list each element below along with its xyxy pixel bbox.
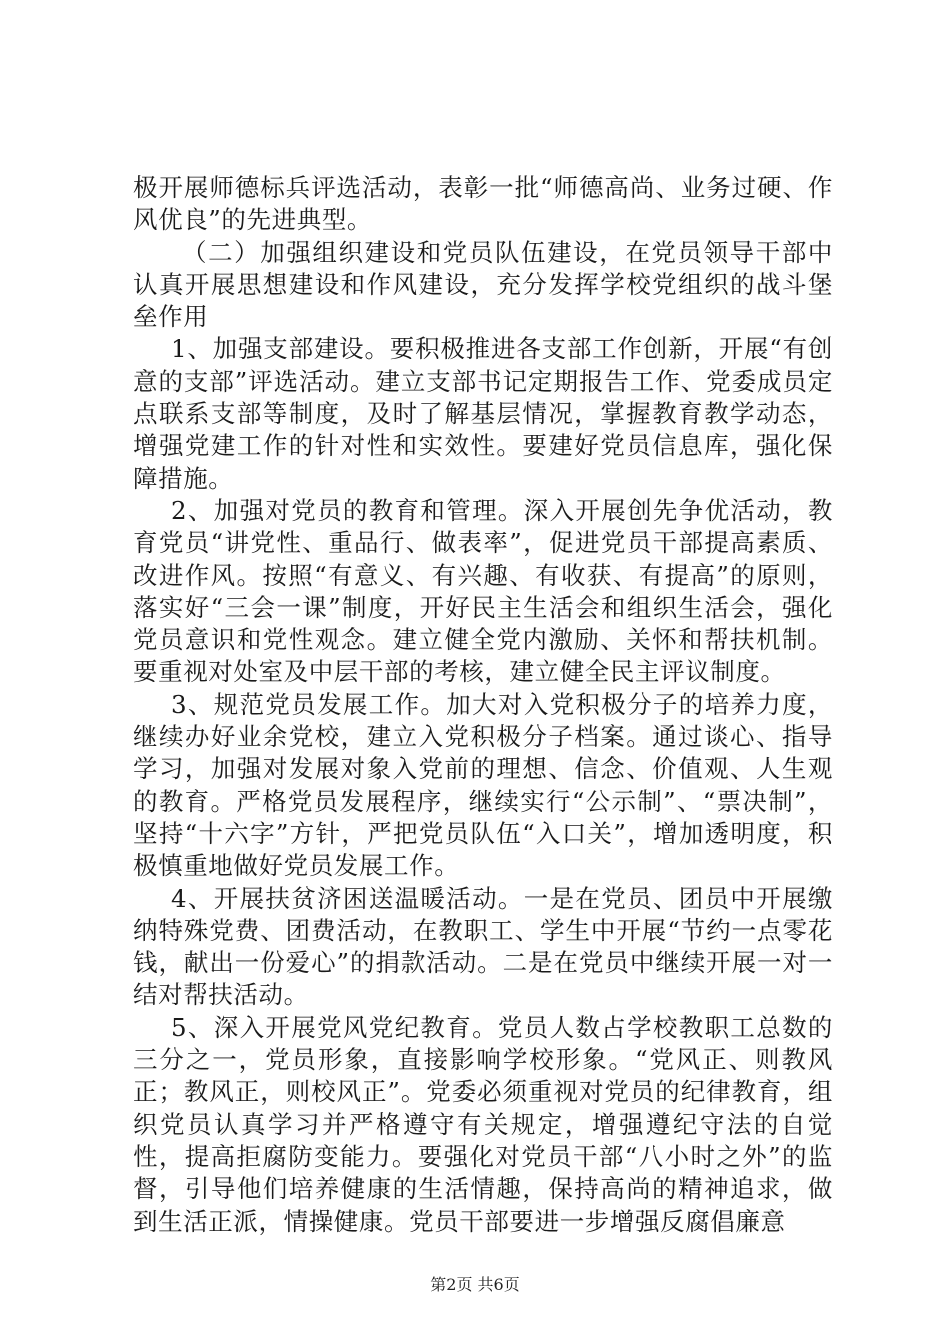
- paragraph-item-4: 4、开展扶贫济困送温暖活动。一是在党员、团员中开展缴纳特殊党费、团费活动，在教职工、学生中开展“节约一点零花钱，献出一份爱心”的捐款活动。二是在党员中继续开展一对一结对帮扶活动。: [133, 883, 833, 1010]
- page-number-footer: 第2页 共6页: [430, 1275, 520, 1294]
- paragraph-item-3: 3、规范党员发展工作。加大对入党积极分子的培养力度，继续办好业余党校，建立入党积极分子档案。通过谈心、指导学习，加强对发展对象入党前的理想、信念、价值观、人生观的教育。严格党员发展程序，继续实行“公示制”、“票决制”，坚持“十六字”方针，严把党员队伍“入口关”，增加透明度，积极慎重地做好党员发展工作。: [133, 689, 833, 881]
- section-heading-2: （二）加强组织建设和党员队伍建设，在党员领导干部中认真开展思想建设和作风建设，充分发挥学校党组织的战斗堡垒作用: [133, 237, 833, 332]
- paragraph-item-1: 1、加强支部建设。要积极推进各支部工作创新，开展“有创意的支部”评选活动。建立支部书记定期报告工作、党委成员定点联系支部等制度，及时了解基层情况，掌握教育教学动态，增强党建工作的针对性和实效性。要建好党员信息库，强化保障措施。: [133, 334, 833, 493]
- paragraph-continuation: 极开展师德标兵评选活动，表彰一批“师德高尚、业务过硬、作风优良”的先进典型。: [133, 173, 833, 235]
- paragraph-item-5: 5、深入开展党风党纪教育。党员人数占学校教职工总数的三分之一，党员形象，直接影响学校形象。“党风正、则教风正；教风正，则校风正”。党委必须重视对党员的纪律教育，组织党员认真学习并严格遵守有关规定，增强遵纪守法的自觉性，提高拒腐防变能力。要强化对党员干部“八小时之外”的监督，引导他们培养健康的生活情趣，保持高尚的精神追求，做到生活正派，情操健康。党员干部要进一步增强反腐倡廉意: [133, 1012, 833, 1236]
- paragraph-item-2: 2、加强对党员的教育和管理。深入开展创先争优活动，教育党员“讲党性、重品行、做表率”，促进党员干部提高素质、改进作风。按照“有意义、有兴趣、有收获、有提高”的原则，落实好“三会一课”制度，开好民主生活会和组织生活会，强化党员意识和党性观念。建立健全党内激励、关怀和帮扶机制。要重视对处室及中层干部的考核，建立健全民主评议制度。: [133, 495, 833, 687]
- body-text: [133, 172, 833, 1238]
